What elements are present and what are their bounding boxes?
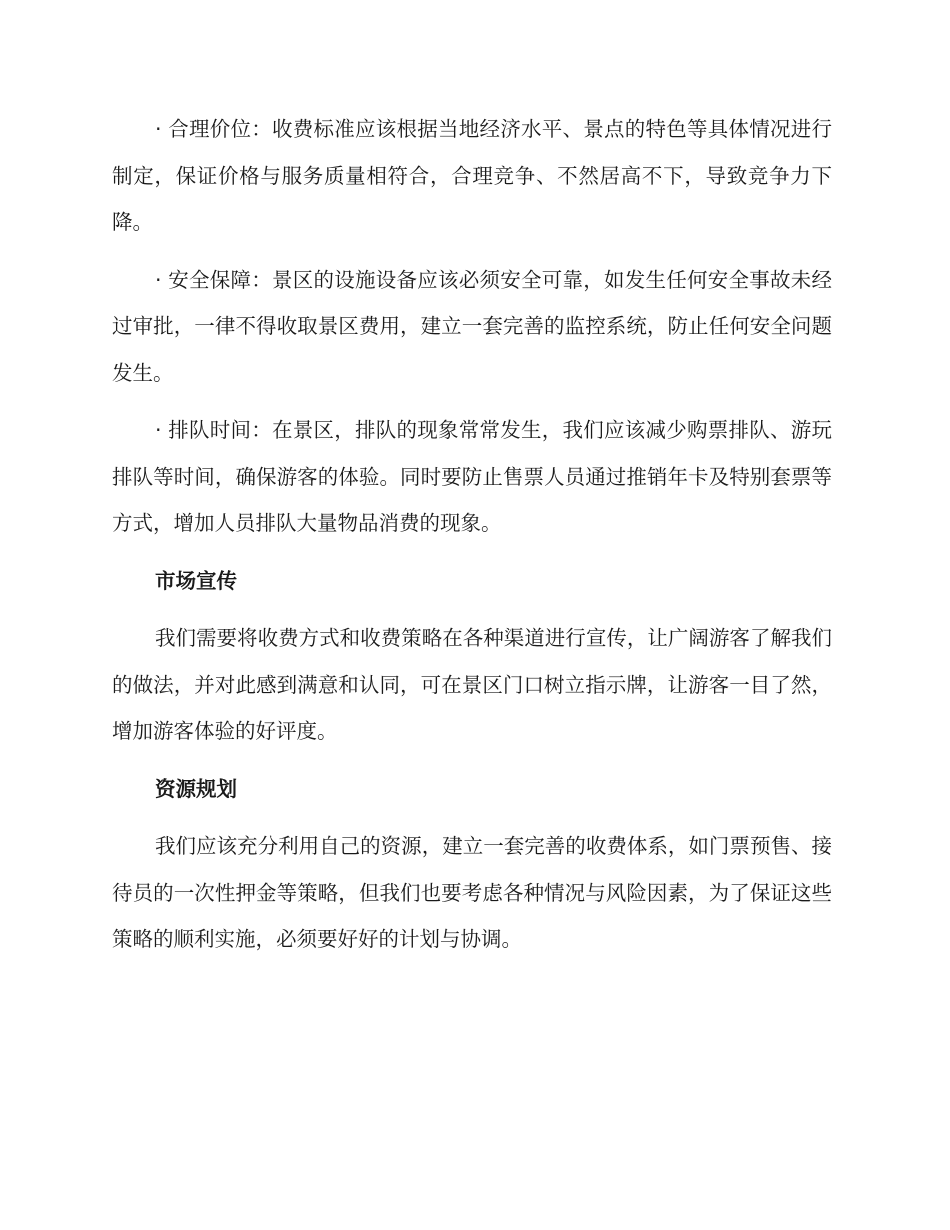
paragraph-marketing: 我们需要将收费方式和收费策略在各种渠道进行宣传，让广阔游客了解我们的做法，并对此感到满意和认同，可在景区门口树立指示牌，让游客一目了然，增加游客体验的好评度。 [112, 626, 832, 743]
bullet-queue-time: · 排队时间：在景区，排队的现象常常发生，我们应该减少购票排队、游玩排队等时间，确保游客的体验。同时要防止售票人员通过推销年卡及特别套票等方式，增加人员排队大量物品消费的现象。 [112, 418, 832, 535]
bullet-safety-guarantee: · 安全保障：景区的设施设备应该必须安全可靠，如发生任何安全事故未经过审批，一律不得收取景区费用，建立一套完善的监控系统，防止任何安全问题发生。 [112, 267, 832, 385]
document-body [112, 106, 832, 974]
heading-marketing: 市场宣传 [155, 568, 237, 593]
bullet-reasonable-price: · 合理价位：收费标准应该根据当地经济水平、景点的特色等具体情况进行制定，保证价格与服务质量相符合，合理竞争、不然居高不下，导致竞争力下降。 [112, 117, 832, 234]
paragraph-resource-planning: 我们应该充分利用自己的资源，建立一套完善的收费体系，如门票预售、接待员的一次性押金等策略，但我们也要考虑各种情况与风险因素，为了保证这些策略的顺利实施，必须要好好的计划与协调。 [112, 834, 832, 951]
heading-resource-planning: 资源规划 [155, 776, 237, 801]
